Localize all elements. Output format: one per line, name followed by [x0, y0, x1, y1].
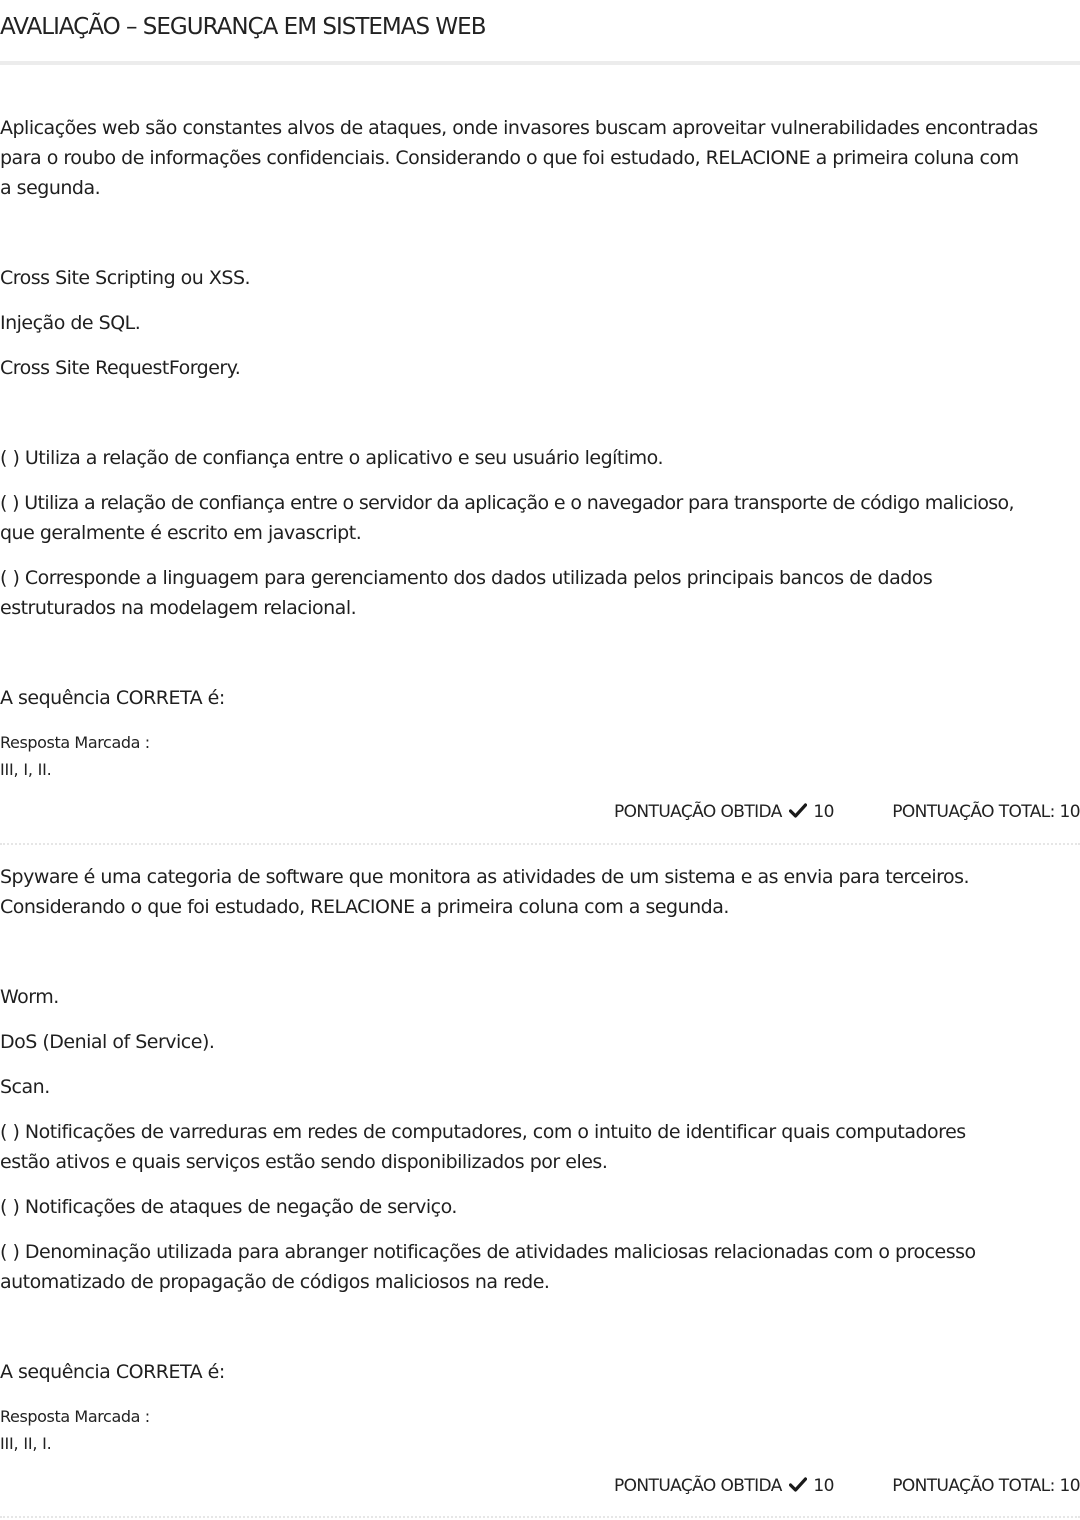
question-1-intro-line-2: para o roubo de informações confidenciais. Considerando o que foi estudado, RELACIONE a primeira coluna com [0, 147, 1019, 169]
question-1-score-row [0, 802, 1080, 826]
question-1-answer: III, I, II. [0, 760, 52, 779]
question-2-column1-item-2: DoS (Denial of Service). [0, 1031, 215, 1053]
question-1-column2-item-1: ( ) Utiliza a relação de confiança entre o aplicativo e seu usuário legítimo. [0, 447, 663, 469]
question-2-answer: III, II, I. [0, 1434, 52, 1453]
question-2-column2-item-3-line-1: ( ) Denominação utilizada para abranger notificações de atividades maliciosas relacionadas com o processo [0, 1241, 976, 1263]
question-2-score-total: PONTUAÇÃO TOTAL: 10 [892, 1476, 1080, 1496]
question-2-column1-item-1: Worm. [0, 986, 59, 1008]
question-2-column2-item-2: ( ) Notificações de ataques de negação de serviço. [0, 1196, 457, 1218]
question-2-score-obtained [614, 1476, 834, 1496]
question-1-intro-line-3: a segunda. [0, 177, 101, 199]
score-obtained-label: PONTUAÇÃO OBTIDA [614, 802, 782, 822]
question-1-intro-line-1: Aplicações web são constantes alvos de ataques, onde invasores buscam aproveitar vulnerabilidades encontradas [0, 117, 1038, 139]
question-divider [0, 1516, 1080, 1518]
score-obtained-value: 10 [813, 802, 834, 822]
question-2-column2-item-3-line-2: automatizado de propagação de códigos maliciosos na rede. [0, 1271, 550, 1293]
question-1-column1-item-3: Cross Site RequestForgery. [0, 357, 241, 379]
question-1-column1-item-1: Cross Site Scripting ou XSS. [0, 267, 251, 289]
question-1-score-obtained [614, 802, 834, 822]
page-title: AVALIAÇÃO – SEGURANÇA EM SISTEMAS WEB [0, 14, 486, 40]
question-2-column2-item-1-line-2: estão ativos e quais serviços estão sendo disponibilizados por eles. [0, 1151, 608, 1173]
score-obtained-label: PONTUAÇÃO OBTIDA [614, 1476, 782, 1496]
question-2-score-row [0, 1476, 1080, 1500]
question-2-column2-item-1-line-1: ( ) Notificações de varreduras em redes de computadores, com o intuito de identificar quais computadores [0, 1121, 966, 1143]
question-1-score-total: PONTUAÇÃO TOTAL: 10 [892, 802, 1080, 822]
question-2-intro-line-1: Spyware é uma categoria de software que monitora as atividades de um sistema e as envia para terceiros. [0, 866, 970, 888]
question-divider [0, 843, 1080, 845]
question-1-column1-item-2: Injeção de SQL. [0, 312, 141, 334]
title-divider [0, 61, 1080, 65]
question-2-answer-label: Resposta Marcada : [0, 1407, 150, 1426]
question-1-prompt: A sequência CORRETA é: [0, 687, 225, 709]
check-icon [789, 1477, 807, 1492]
question-2-intro-line-2: Considerando o que foi estudado, RELACIONE a primeira coluna com a segunda. [0, 896, 729, 918]
question-1-answer-label: Resposta Marcada : [0, 733, 150, 752]
question-1-column2-item-2-line-1: ( ) Utiliza a relação de confiança entre o servidor da aplicação e o navegador para transporte de código malicioso, [0, 492, 1014, 514]
question-2-column1-item-3: Scan. [0, 1076, 50, 1098]
check-icon [789, 803, 807, 818]
question-1-column2-item-3-line-2: estruturados na modelagem relacional. [0, 597, 357, 619]
score-obtained-value: 10 [813, 1476, 834, 1496]
question-1-column2-item-2-line-2: que geralmente é escrito em javascript. [0, 522, 362, 544]
question-2-prompt: A sequência CORRETA é: [0, 1361, 225, 1383]
question-1-column2-item-3-line-1: ( ) Corresponde a linguagem para gerenciamento dos dados utilizada pelos principais bancos de dados [0, 567, 933, 589]
